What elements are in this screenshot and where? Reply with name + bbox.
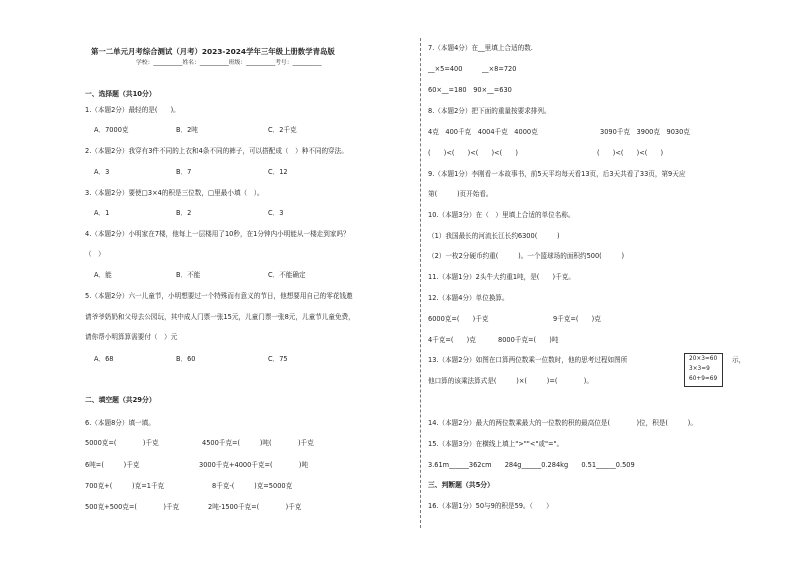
q8-group-2-weights: 3090千克 3900克 9030克 [600,128,690,136]
question-8: 8.（本题2分）把下面的重量按要求排列。 [428,107,551,115]
question-7: 7.（本题4分）在__里填上合适的数. [428,44,533,52]
q4-option-a[interactable]: A．能 [94,271,112,279]
q3-option-b[interactable]: B．2 [176,209,192,217]
question-11: 11.（本题1分）2头牛大约重1吨，是( )千克。 [428,273,575,281]
page-title: 第一二单元月考综合测试（月考）2023-2024学年三年级上册数学青岛版 [91,47,335,56]
q13-box-line-2: 3×3=9 [689,366,710,372]
q1-option-c[interactable]: C．2千克 [268,126,297,134]
q6-item-1: 5000克=( )千克 [85,439,159,447]
q6-item-2: 4500千克=( )吨( )千克 [202,439,314,447]
q8-group-2-order: ( )<( )<( ) [597,149,664,157]
q1-option-a[interactable]: A．7000克 [94,126,129,134]
q5-option-c[interactable]: C．75 [268,355,288,363]
question-16: 16.（本题1分）50与9的积是59。（ ） [428,502,553,510]
q13-box-line-1: 20×3=60 [689,356,718,362]
question-9-line-2: 第( )页开始看。 [428,190,493,198]
q13-box-line-3: 60+9=69 [689,376,718,382]
q12-item-3: 4千克=( )克 [428,336,476,344]
q10-item-1: （1）我国最长的河流长江长约6300( ) [428,232,560,240]
question-5-line-2: 请爷爷奶奶和父母去公园玩，其中成人门票一张15元，儿童门票一张8元，儿童节儿童免费， [85,313,355,321]
q8-group-1-order: ( )<( )<( )<( ) [428,149,518,157]
q10-item-2: （2）一枚2分硬币约重( )。一个篮球场的面积约500( ) [428,252,625,260]
question-12: 12.（本题4分）单位换算。 [428,294,509,302]
q3-option-a[interactable]: A．1 [94,209,110,217]
question-13-line-2: 他口算的该乘法算式是( )×( )=( )。 [428,377,593,385]
question-6: 6.（本题8分）填一填。 [85,419,155,427]
q6-item-8: 2吨-1500千克=( )千克 [208,503,302,511]
q12-item-4: 8000千克=( )吨 [498,336,559,344]
q3-option-c[interactable]: C．3 [268,209,284,217]
question-15: 15.（本题3分）在横线上填上">""<"或"="。 [428,440,564,448]
q7-item-2: __×8=720 [482,65,517,73]
question-5-line-3: 请你帮小明算算需要付（ ）元 [85,333,178,341]
question-13-line-1: 13.（本题2分）如图在口算两位数乘一位数时，他的思考过程如图所 [428,356,628,364]
q5-option-a[interactable]: A．68 [94,355,114,363]
q5-option-b[interactable]: B．60 [176,355,196,363]
q15-comparisons: 3.61m______362cm 284g______0.284kg 0.51______0.509 [428,461,635,469]
q12-item-1: 6000克=( )千克 [428,315,489,323]
q2-option-a[interactable]: A．3 [94,168,110,176]
q4-option-c[interactable]: C．不能确定 [268,271,306,279]
q6-item-5: 700克+( )克=1千克 [85,482,165,490]
question-4-blank: （ ） [85,250,105,258]
q13-calculation-box [684,353,723,387]
question-2: 2.（本题2分）我穿有3件不同的上衣和4条不同的裤子，可以搭配成（ ）种不同的穿法。 [85,147,348,155]
student-info-line: 学校：__________姓名：__________班级：__________考号：__________ [136,60,322,66]
question-3: 3.（本题2分）要使□3×4的积是三位数，□里最小填（ ）。 [85,189,264,197]
question-5-line-1: 5.（本题2分）六一儿童节，小明想要过一个特殊而有意义的节日，他想要用自己的零花钱邀 [85,292,353,300]
q8-group-1-weights: 4克 400千克 4004千克 4000克 [428,128,538,136]
question-13-line-1-end: 示， [732,356,746,364]
column-divider [420,38,421,528]
question-4: 4.（本题2分）小明家在7楼，他每上一层楼用了10秒，在1分钟内小明能从一楼走到家吗？ [85,230,350,238]
q7-item-1: __×5=400 [428,65,463,73]
q6-item-7: 500克+500克=( )千克 [85,503,180,511]
q2-option-b[interactable]: B．7 [176,168,192,176]
section-judge-heading: 三、判断题（共5分） [428,481,494,489]
question-14: 14.（本题2分）最大的两位数乘最大的一位数的积的最高位是( )位，积是( )。 [428,419,697,427]
q6-item-4: 3000千克+4000千克=( )吨 [199,461,309,469]
question-1: 1.（本题2分）最轻的是( )。 [85,106,180,114]
q12-item-2: 9千克=( )克 [553,315,601,323]
q7-items-3-4: 60×__=180 90×__=630 [428,86,512,94]
section-fill-heading: 二、填空题（共29分） [85,396,156,404]
q6-item-3: 6吨=( )千克 [85,461,140,469]
section-choice-heading: 一、选择题（共10分） [85,90,156,98]
q2-option-c[interactable]: C．12 [268,168,288,176]
question-9-line-1: 9.（本题1分）李刚看一本故事书，前5天平均每天看13页，后3天共看了33页，第9天应 [428,170,686,178]
q1-option-b[interactable]: B．2吨 [176,126,198,134]
question-10: 10.（本题3分）在（ ）里填上合适的单位名称。 [428,211,575,219]
q4-option-b[interactable]: B．不能 [176,271,201,279]
q6-item-6: 8千克-( )克=5000克 [212,482,293,490]
